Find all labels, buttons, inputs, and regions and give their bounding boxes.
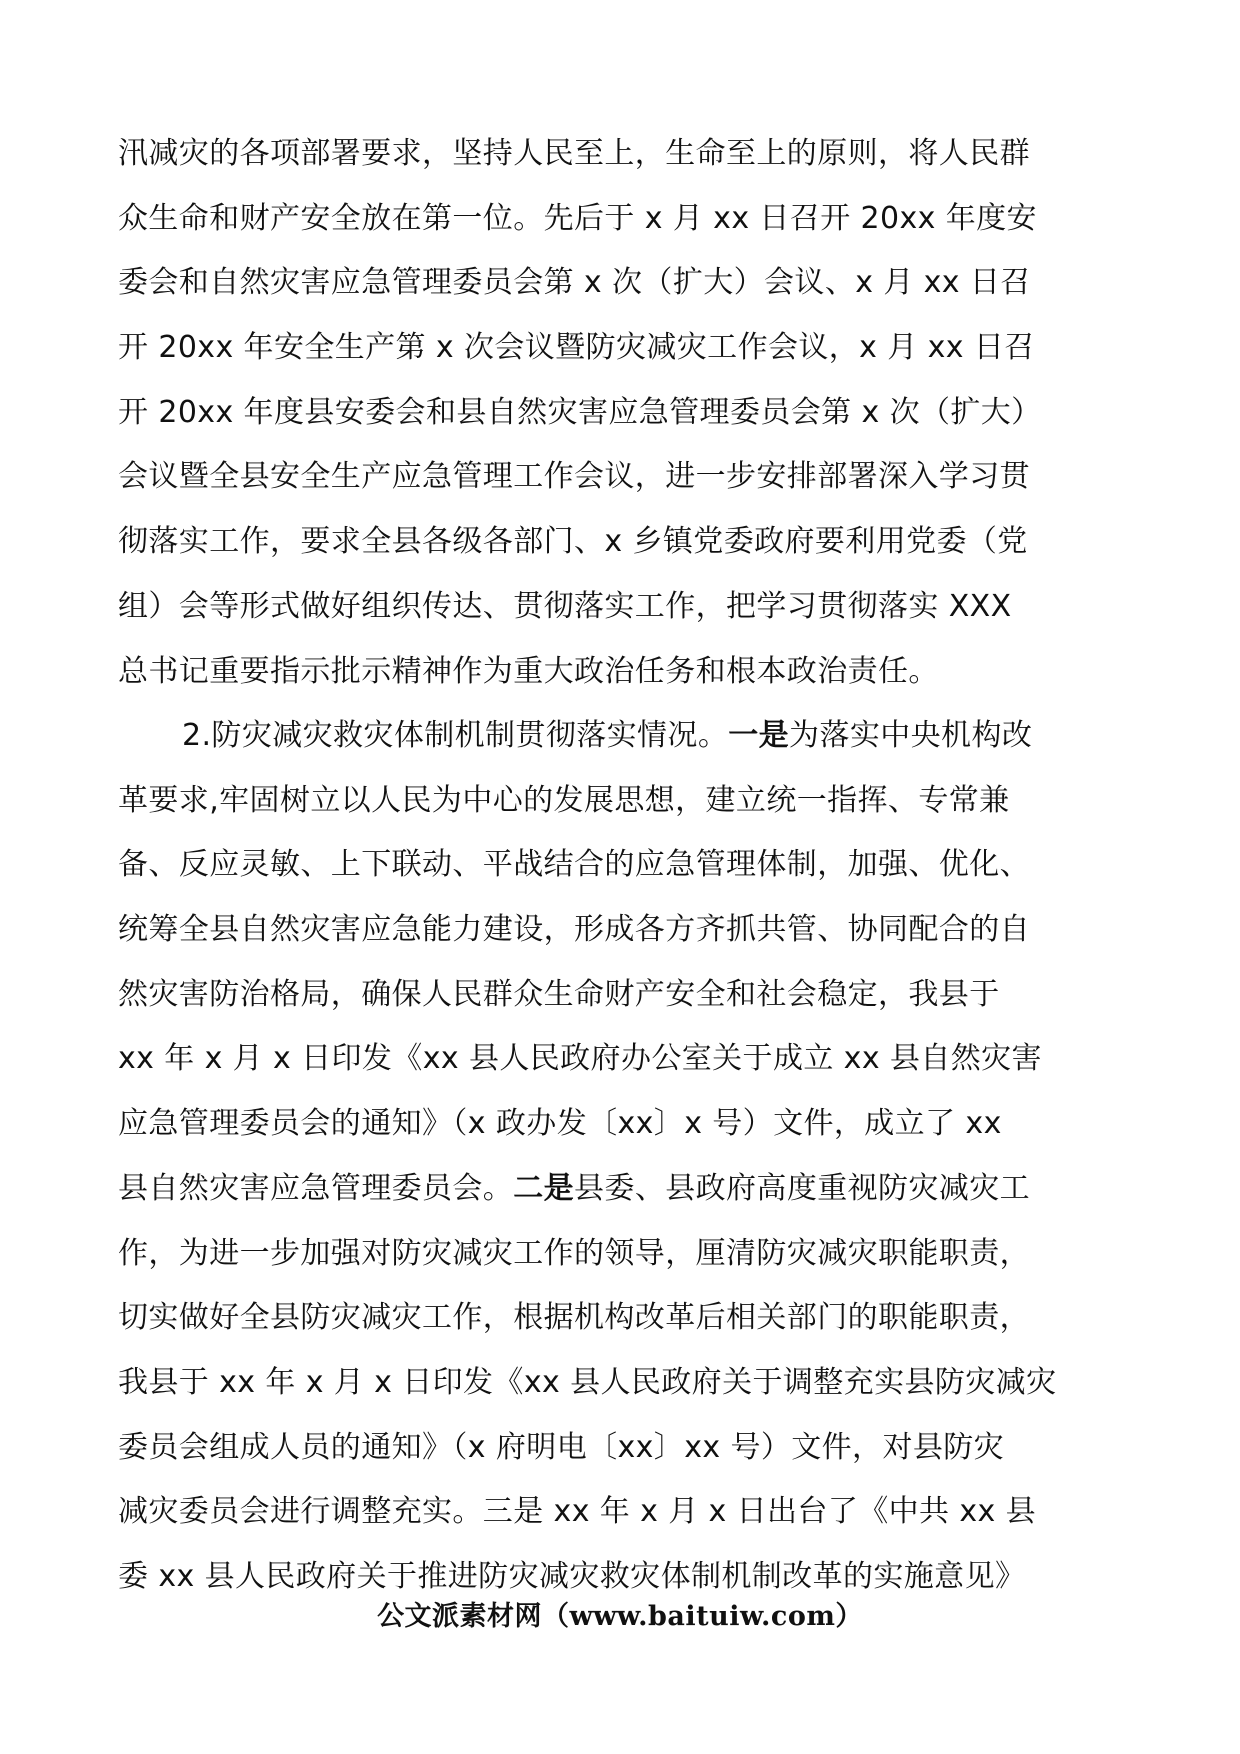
line-text: 县自然灾害应急管理委员会。: [118, 1170, 514, 1206]
paragraph-line: 开 20xx 年度县安委会和县自然灾害应急管理委员会第 x 次（扩大）: [118, 394, 1042, 430]
paragraph-line: 应急管理委员会的通知》（x 政办发〔xx〕x 号）文件，成立了 xx: [118, 1106, 1002, 1142]
line-text: 为落实中央机构改: [789, 718, 1033, 753]
emphasis-second: 二是: [513, 1170, 575, 1206]
paragraph-line: 组）会等形式做好组织传达、贯彻落实工作，把学习贯彻落实 XXX: [118, 588, 1012, 624]
paragraph-line: 委 xx 县人民政府关于推进防灾减灾救灾体制机制改革的实施意见》: [118, 1558, 1026, 1594]
paragraph-line: 汛减灾的各项部署要求，坚持人民至上，生命至上的原则，将人民群: [118, 136, 1030, 171]
paragraph-line: 会议暨全县安全生产应急管理工作会议，进一步安排部署深入学习贯: [118, 459, 1030, 495]
paragraph-line: 备、反应灵敏、上下联动、平战结合的应急管理体制，加强、优化、: [118, 847, 1030, 883]
paragraph-line: 革要求,牢固树立以人民为中心的发展思想，建立统一指挥、专常兼: [118, 782, 1010, 818]
paragraph-line: 众生命和财产安全放在第一位。先后于 x 月 xx 日召开 20xx 年度安: [118, 200, 1037, 236]
line-text: 县委、县政府高度重视防灾减灾工: [574, 1170, 1031, 1206]
paragraph-line: 减灾委员会进行调整充实。三是 xx 年 x 月 x 日出台了《中共 xx 县: [118, 1494, 1037, 1530]
paragraph-line: [118, 1157, 1122, 1222]
paragraph-2: [118, 704, 1122, 1610]
paragraph-line: 彻落实工作，要求全县各级各部门、x 乡镇党委政府要利用党委（党: [118, 524, 1028, 560]
paragraph-line: 委会和自然灾害应急管理委员会第 x 次（扩大）会议、x 月 xx 日召: [118, 265, 1031, 301]
paragraph-line: 委员会组成人员的通知》（x 府明电〔xx〕xx 号）文件，对县防灾: [118, 1429, 1005, 1465]
emphasis-first: 一是: [728, 718, 790, 753]
paragraph-line: 然灾害防治格局，确保人民群众生命财产安全和社会稳定，我县于: [118, 976, 1000, 1012]
paragraph-1: [118, 122, 1122, 704]
paragraph-line: 总书记重要指示批示精神作为重大政治任务和根本政治责任。: [118, 653, 939, 689]
paragraph-line: [118, 704, 1122, 769]
paragraph-line: 切实做好全县防灾减灾工作，根据机构改革后相关部门的职能职责，: [118, 1300, 1030, 1336]
paragraph-line: 统筹全县自然灾害应急能力建设，形成各方齐抓共管、协同配合的自: [118, 912, 1030, 948]
paragraph-line: 作，为进一步加强对防灾减灾工作的领导，厘清防灾减灾职能职责，: [118, 1235, 1030, 1271]
page-footer-watermark: 公文派素材网（www.baituiw.com）: [377, 1601, 863, 1632]
paragraph-line: 开 20xx 年安全生产第 x 次会议暨防灾减灾工作会议，x 月 xx 日召: [118, 330, 1035, 366]
paragraph-line: xx 年 x 月 x 日印发《xx 县人民政府办公室关于成立 xx 县自然灾害: [118, 1041, 1042, 1077]
paragraph-line: 我县于 xx 年 x 月 x 日印发《xx 县人民政府关于调整充实县防灾减灾: [118, 1364, 1057, 1400]
section-heading: 2.防灾减灾救灾体制机制贯彻落实情况。: [182, 718, 729, 753]
